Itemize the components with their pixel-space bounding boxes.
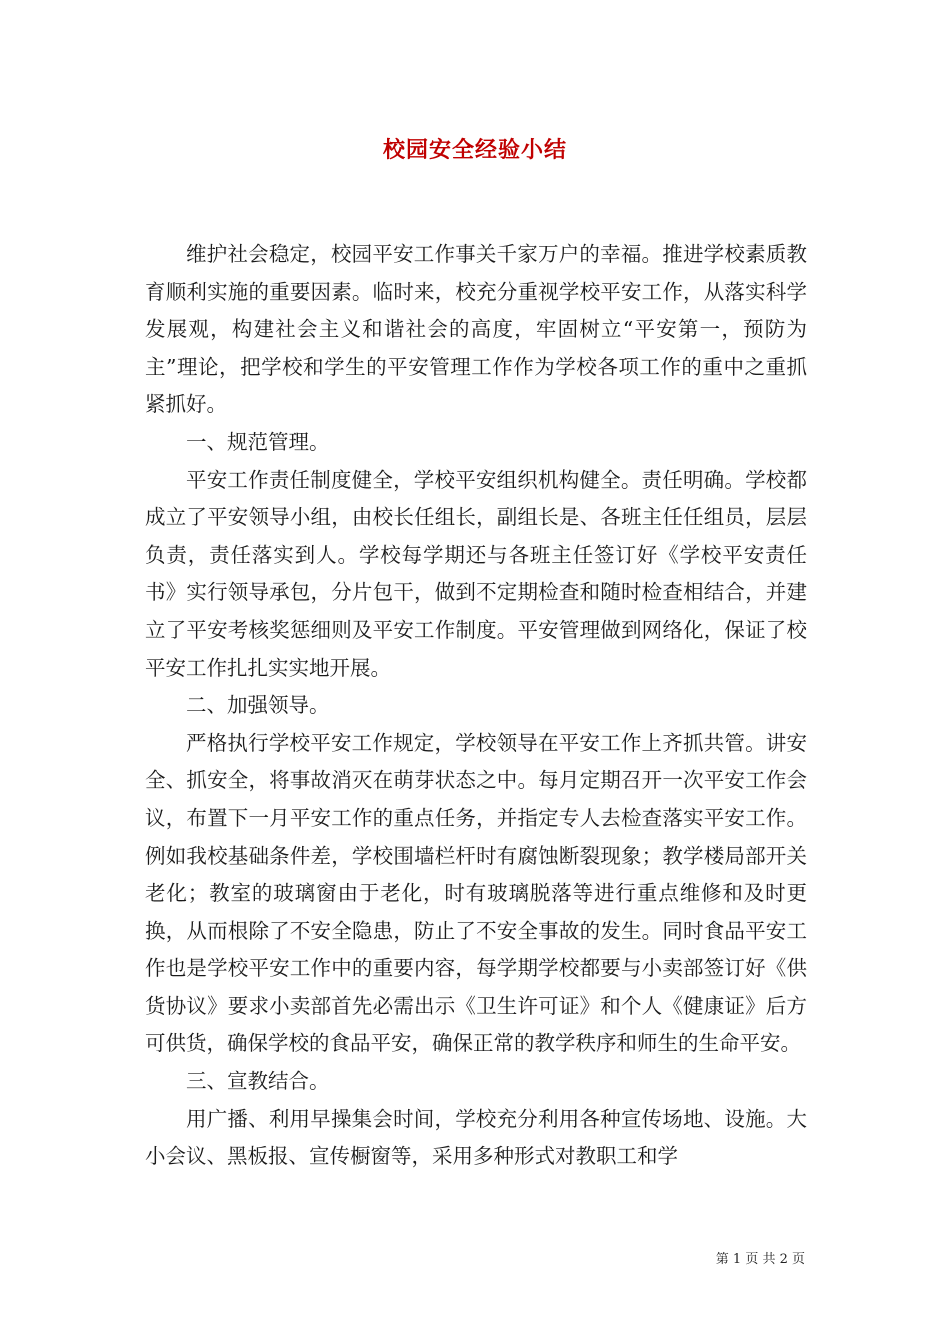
section-heading-1: 一、规范管理。 (186, 429, 330, 454)
section-heading-2: 二、加强领导。 (186, 693, 330, 718)
paragraph-section-3: 用广播、利用早操集会时间，学校充分利用各种宣传场地、设施。大小会议、黑板报、宣传橱窗等，采用多种形式对教职工和学 (145, 1106, 807, 1169)
document-body (145, 236, 807, 1176)
paragraph-section-2: 严格执行学校平安工作规定，学校领导在平安工作上齐抓共管。讲安全、抓安全，将事故消灭在萌芽状态之中。每月定期召开一次平安工作会议，布置下一月平安工作的重点任务，并指定专人去检查落实平安工作。例如我校基础条件差，学校围墙栏杆时有腐蚀断裂现象；教学楼局部开关老化；教室的玻璃窗由于老化，时有玻璃脱落等进行重点维修和及时更换，从而根除了不安全隐患，防止了不安全事故的发生。同时食品平安工作也是学校平安工作中的重要内容，每学期学校都要与小卖部签订好《供货协议》要求小卖部首先必需出示《卫生许可证》和个人《健康证》后方可供货，确保学校的食品平安，确保正常的教学秩序和师生的生命平安。 (145, 730, 807, 1056)
document-title: 校园安全经验小结 (382, 137, 567, 163)
page-number: 第 1 页 共 2 页 (715, 1252, 805, 1267)
section-heading-3: 三、宣教结合。 (186, 1069, 330, 1094)
paragraph-section-1: 平安工作责任制度健全，学校平安组织机构健全。责任明确。学校都成立了平安领导小组，由校长任组长，副组长是、各班主任任组员，层层负责，责任落实到人。学校每学期还与各班主任签订好《学校平安责任书》实行领导承包，分片包干，做到不定期检查和随时检查相结合，并建立了平安考核奖惩细则及平安工作制度。平安管理做到网络化，保证了校平安工作扎扎实实地开展。 (145, 467, 807, 680)
paragraph-intro: 维护社会稳定，校园平安工作事关千家万户的幸福。推进学校素质教育顺利实施的重要因素。临时来，校充分重视学校平安工作，从落实科学发展观，构建社会主义和谐社会的高度，牢固树立“平安第一，预防为主”理论，把学校和学生的平安管理工作作为学校各项工作的重中之重抓紧抓好。 (145, 242, 807, 417)
